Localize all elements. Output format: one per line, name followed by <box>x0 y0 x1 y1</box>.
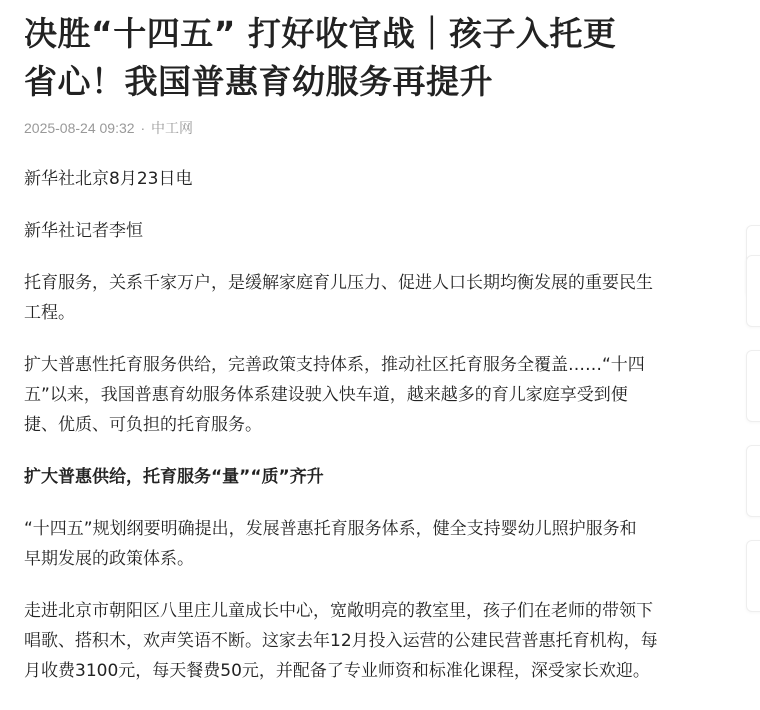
sidebar-card[interactable] <box>746 255 760 327</box>
sidebar-card[interactable] <box>746 540 760 612</box>
paragraph-line: 月收费3100元，每天餐费50元，并配备了专业师资和标准化课程，深受家长欢迎。 <box>24 661 650 681</box>
paragraph <box>24 596 714 686</box>
paragraph-line: 唱歌、搭积木，欢声笑语不断。这家去年12月投入运营的公建民营普惠托育机构，每 <box>24 631 658 651</box>
paragraph-line: 扩大普惠性托育服务供给，完善政策支持体系，推动社区托育服务全覆盖……“十四 <box>24 355 645 375</box>
source-name: 中工网 <box>151 120 193 136</box>
paragraph-line: 捷、优质、可负担的托育服务。 <box>24 415 262 435</box>
publish-date: 2025-08-24 09:32 <box>24 120 135 136</box>
title-line-2: 省心！我国普惠育幼服务再提升 <box>24 62 493 101</box>
paragraph-line: 走进北京市朝阳区八里庄儿童成长中心，宽敞明亮的教室里，孩子们在老师的带领下 <box>24 601 653 621</box>
article-title <box>24 10 714 106</box>
paragraph <box>24 514 714 574</box>
paragraph-dateline <box>24 164 714 194</box>
article-body <box>24 164 714 686</box>
section-heading <box>24 462 714 492</box>
article <box>24 10 714 708</box>
paragraph-reporter <box>24 216 714 246</box>
paragraph-line: 新华社北京8月23日电 <box>24 169 193 189</box>
paragraph-line: 工程。 <box>24 303 75 323</box>
article-meta <box>24 118 714 138</box>
paragraph <box>24 350 714 440</box>
right-sidebar-rail <box>746 0 760 710</box>
paragraph-line: “十四五”规划纲要明确提出，发展普惠托育服务体系，健全支持婴幼儿照护服务和 <box>24 519 637 539</box>
sidebar-card[interactable] <box>746 445 760 517</box>
paragraph-line: 五”以来，我国普惠育幼服务体系建设驶入快车道，越来越多的育儿家庭享受到便 <box>24 385 628 405</box>
sidebar-card[interactable] <box>746 350 760 422</box>
paragraph-line: 托育服务，关系千家万户，是缓解家庭育儿压力、促进人口长期均衡发展的重要民生 <box>24 273 653 293</box>
title-line-1: 决胜“十四五” 打好收官战｜孩子入托更 <box>24 14 617 53</box>
paragraph-line: 早期发展的政策体系。 <box>24 549 194 569</box>
paragraph-line: 新华社记者李恒 <box>24 221 143 241</box>
paragraph-line: 扩大普惠供给，托育服务“量”“质”齐升 <box>24 467 324 487</box>
meta-separator: · <box>140 120 146 136</box>
paragraph <box>24 268 714 328</box>
